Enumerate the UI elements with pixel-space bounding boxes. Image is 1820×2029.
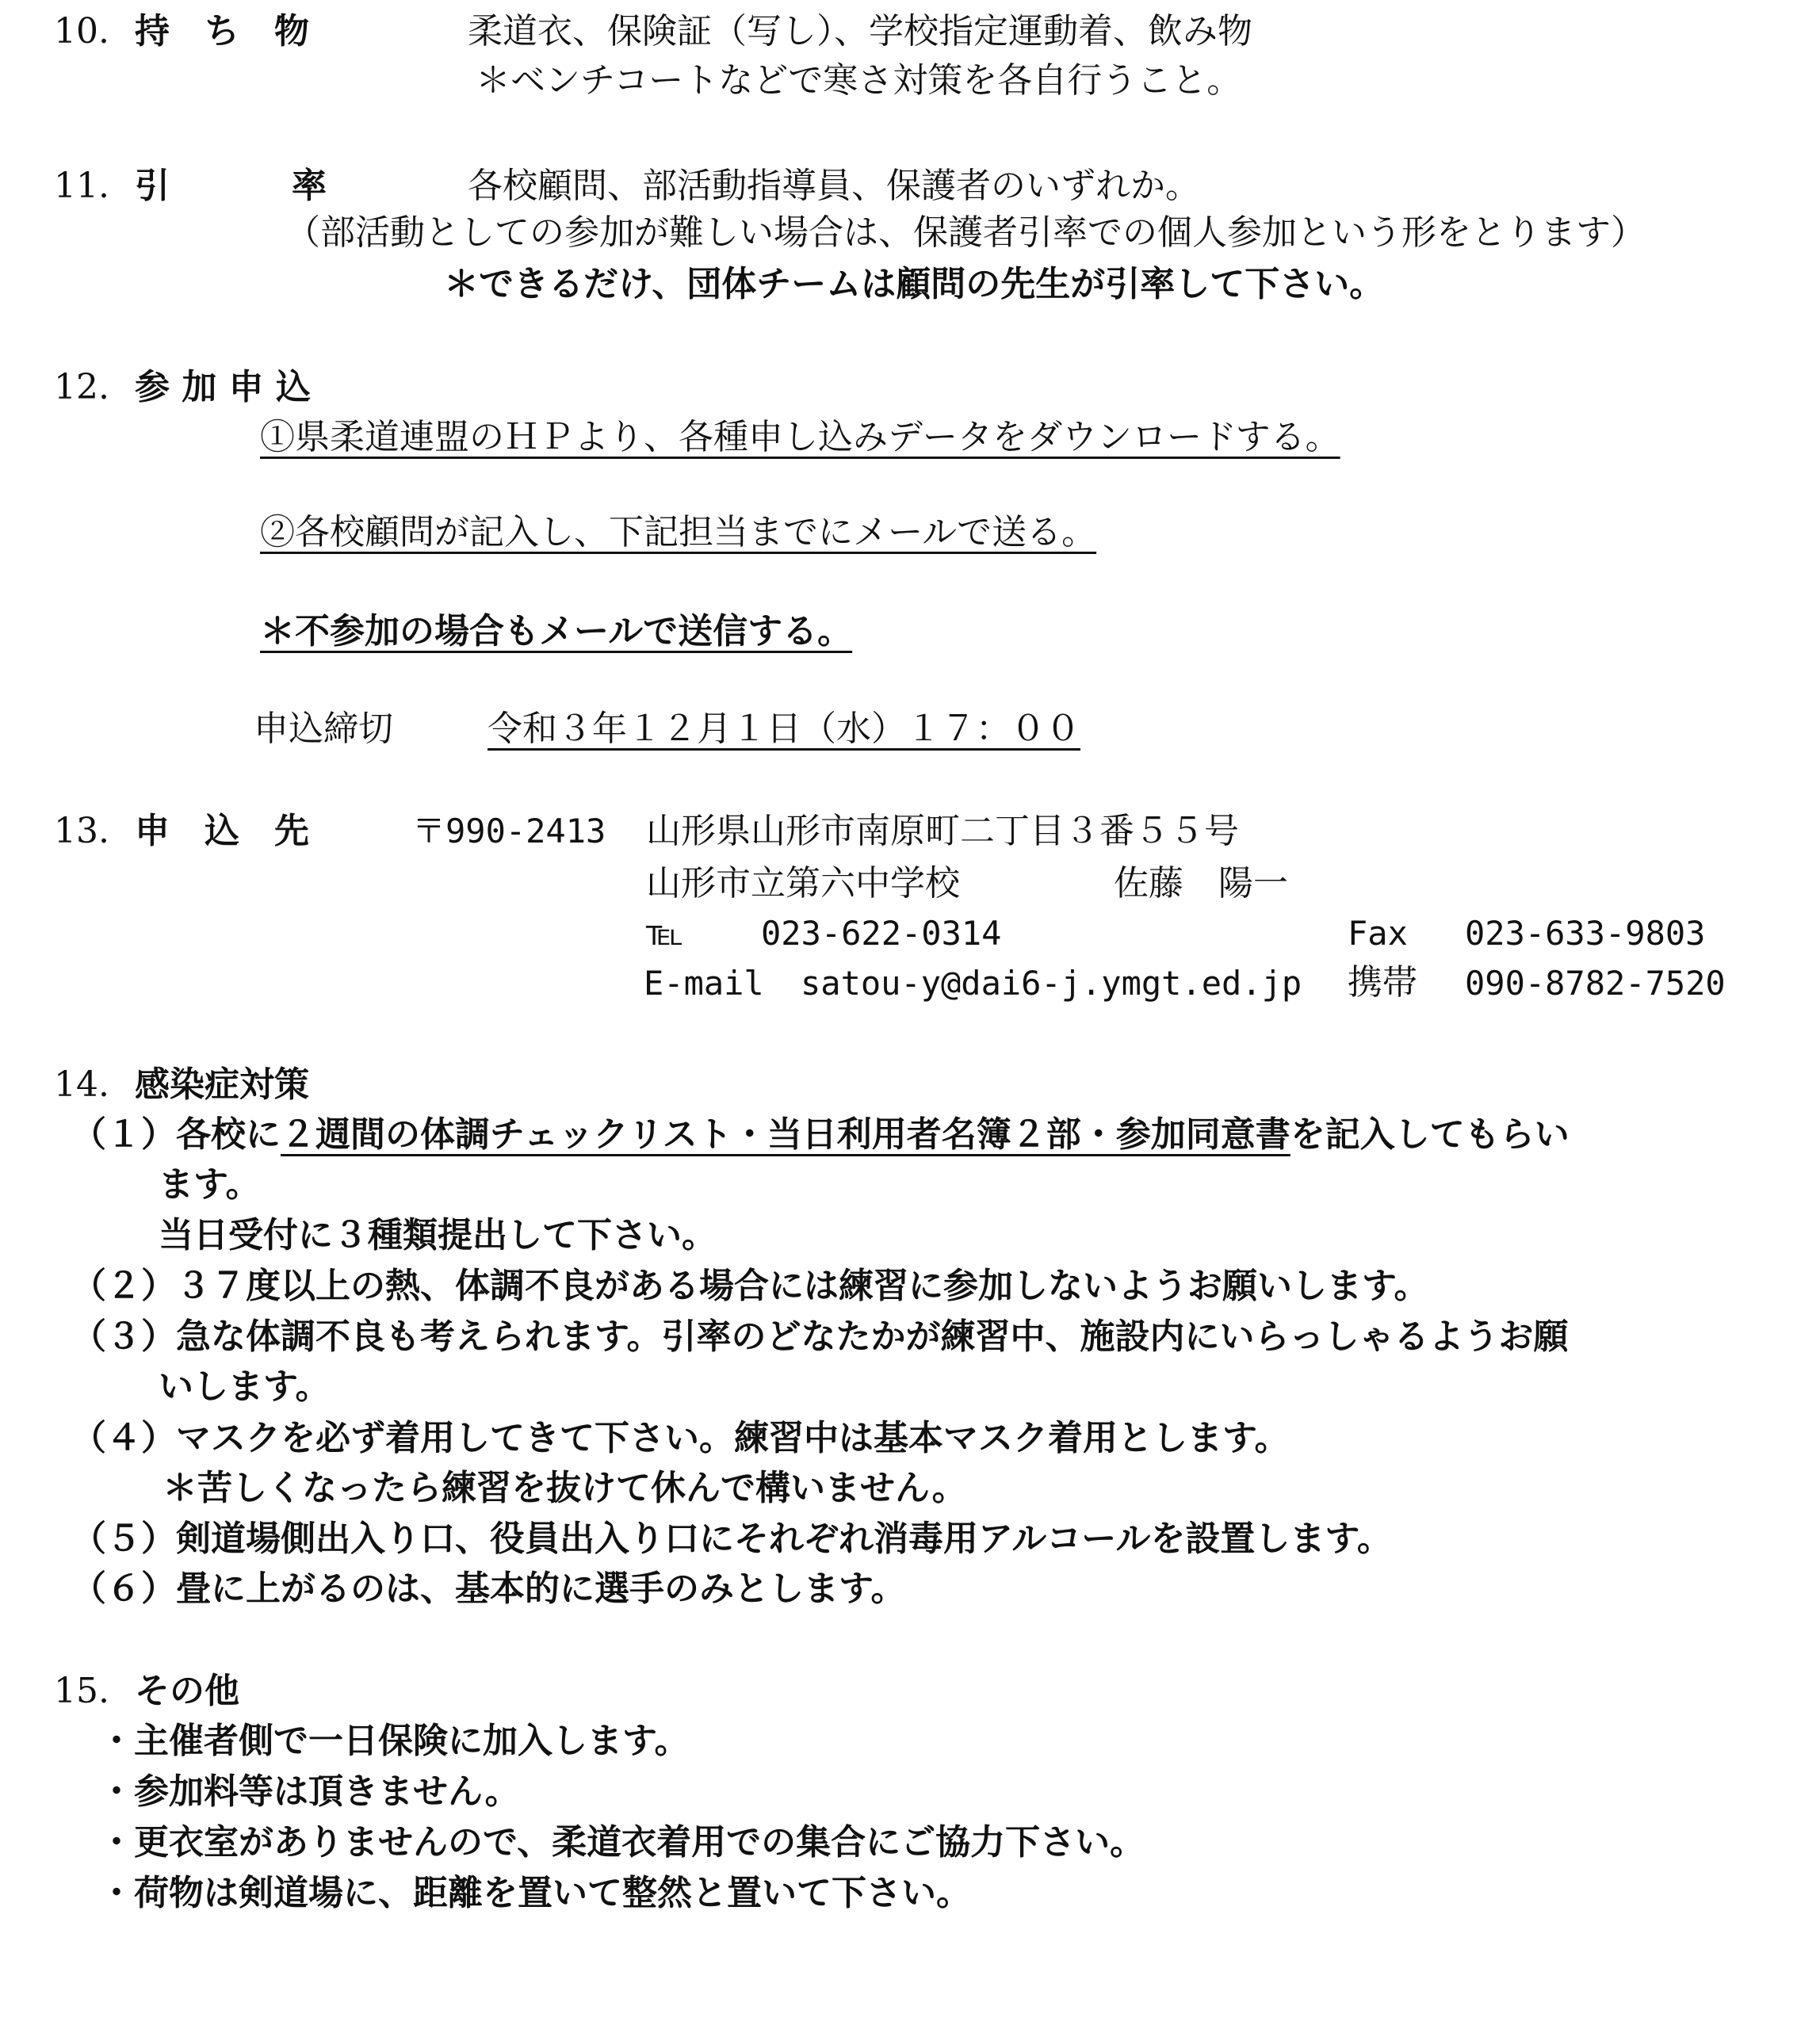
section-11-title-a: 引 — [135, 166, 170, 206]
infection-item-3-cont: いします。 — [159, 1366, 331, 1407]
infection-item-1-post: を記入してもらい — [1290, 1114, 1570, 1155]
section-11-text-1: 各校顧問、部活動指導員、保護者のいずれか。 — [468, 166, 1200, 206]
section-10-title: 持 ち 物 — [135, 11, 309, 52]
section-15-number: 15. — [54, 1671, 109, 1711]
other-item-2: ・参加料等は頂きません。 — [99, 1771, 520, 1812]
infection-item-5: （５）剣道場側出入り口、役員出入り口にそれぞれ消毒用アルコールを設置します。 — [71, 1519, 1392, 1559]
postal-code: 〒990-2413 — [412, 812, 606, 850]
infection-item-1-underlined: ２週間の体調チェックリスト・当日利用者名簿２部・参加同意書 — [281, 1114, 1290, 1155]
deadline-label: 申込締切 — [254, 709, 393, 749]
fax-number: 023-633-9803 — [1465, 914, 1706, 953]
infection-item-1 — [71, 1114, 1570, 1155]
other-item-1: ・主催者側で一日保険に加入します。 — [99, 1721, 690, 1761]
other-item-4: ・荷物は剣道場に、距離を置いて整然と置いて下さい。 — [99, 1873, 971, 1913]
infection-item-6: （６）畳に上がるのは、基本的に選手のみとします。 — [71, 1569, 906, 1609]
email-label: E-mail — [644, 964, 764, 1003]
section-14-title: 感染症対策 — [135, 1064, 309, 1105]
fax-label: Fax — [1348, 914, 1408, 953]
infection-item-1-cont: ます。 — [159, 1164, 261, 1205]
section-13-title: 申 込 先 — [135, 811, 309, 851]
section-10-text-1: 柔道衣、保険証（写し）、学校指定運動着、飲み物 — [468, 11, 1252, 52]
infection-item-3: （３）急な体調不良も考えられます。引率のどなたかが練習中、施設内にいらっしゃるようお願 — [71, 1316, 1569, 1357]
address: 山形県山形市南原町二丁目３番５５号 — [646, 811, 1239, 851]
contact-person: 佐藤 陽一 — [1114, 863, 1288, 904]
email-address[interactable]: satou-y@dai6-j.ymgt.ed.jp — [801, 964, 1302, 1003]
other-item-3: ・更衣室がありませんので、柔道衣着用での集合にご協力下さい。 — [99, 1822, 1145, 1863]
section-11-text-3: ＊できるだけ、団体チームは顧問の先生が引率して下さい。 — [444, 264, 1385, 304]
section-11-number: 11. — [54, 166, 109, 206]
tel-label: ℡ — [646, 913, 684, 953]
mobile-label: 携帯 — [1348, 962, 1417, 1003]
infection-item-1-pre: （１）各校に — [71, 1114, 281, 1155]
section-12-note: ＊不参加の場合もメールで送信する。 — [260, 611, 853, 651]
infection-item-2: （２）３７度以上の熱、体調不良がある場合には練習に参加しないようお願いします。 — [71, 1266, 1429, 1306]
mobile-number: 090-8782-7520 — [1465, 964, 1726, 1003]
section-14-number: 14. — [54, 1064, 109, 1105]
section-12-step-2: ②各校顧問が記入し、下記担当までにメールで送る。 — [260, 512, 1097, 552]
section-11-title-b: 率 — [292, 166, 327, 206]
section-11-text-2: （部活動としての参加が難しい場合は、保護者引率での個人参加という形をとります） — [285, 212, 1646, 253]
deadline-value: 令和３年１２月１日（水）１７：００ — [488, 709, 1080, 749]
section-13-number: 13. — [54, 811, 109, 851]
section-12-title: 参 加 申 込 — [135, 367, 311, 407]
school-name: 山形市立第六中学校 — [646, 863, 960, 904]
section-10-number: 10. — [54, 11, 109, 52]
tel-number: 023-622-0314 — [761, 914, 1002, 953]
section-15-title: その他 — [135, 1671, 239, 1711]
section-12-step-1: ①県柔道連盟のＨＰより、各種申し込みデータをダウンロードする。 — [260, 417, 1340, 457]
infection-item-4: （４）マスクを必ず着用してきて下さい。練習中は基本マスク着用とします。 — [71, 1418, 1290, 1458]
infection-item-1-cont-2: 当日受付に３種類提出して下さい。 — [159, 1215, 717, 1255]
section-10-text-2: ＊ベンチコートなどで寒さ対策を各自行うこと。 — [476, 60, 1242, 101]
section-12-number: 12. — [54, 367, 109, 407]
infection-item-4-cont: ＊苦しくなったら練習を抜けて休んで構いません。 — [162, 1468, 967, 1508]
